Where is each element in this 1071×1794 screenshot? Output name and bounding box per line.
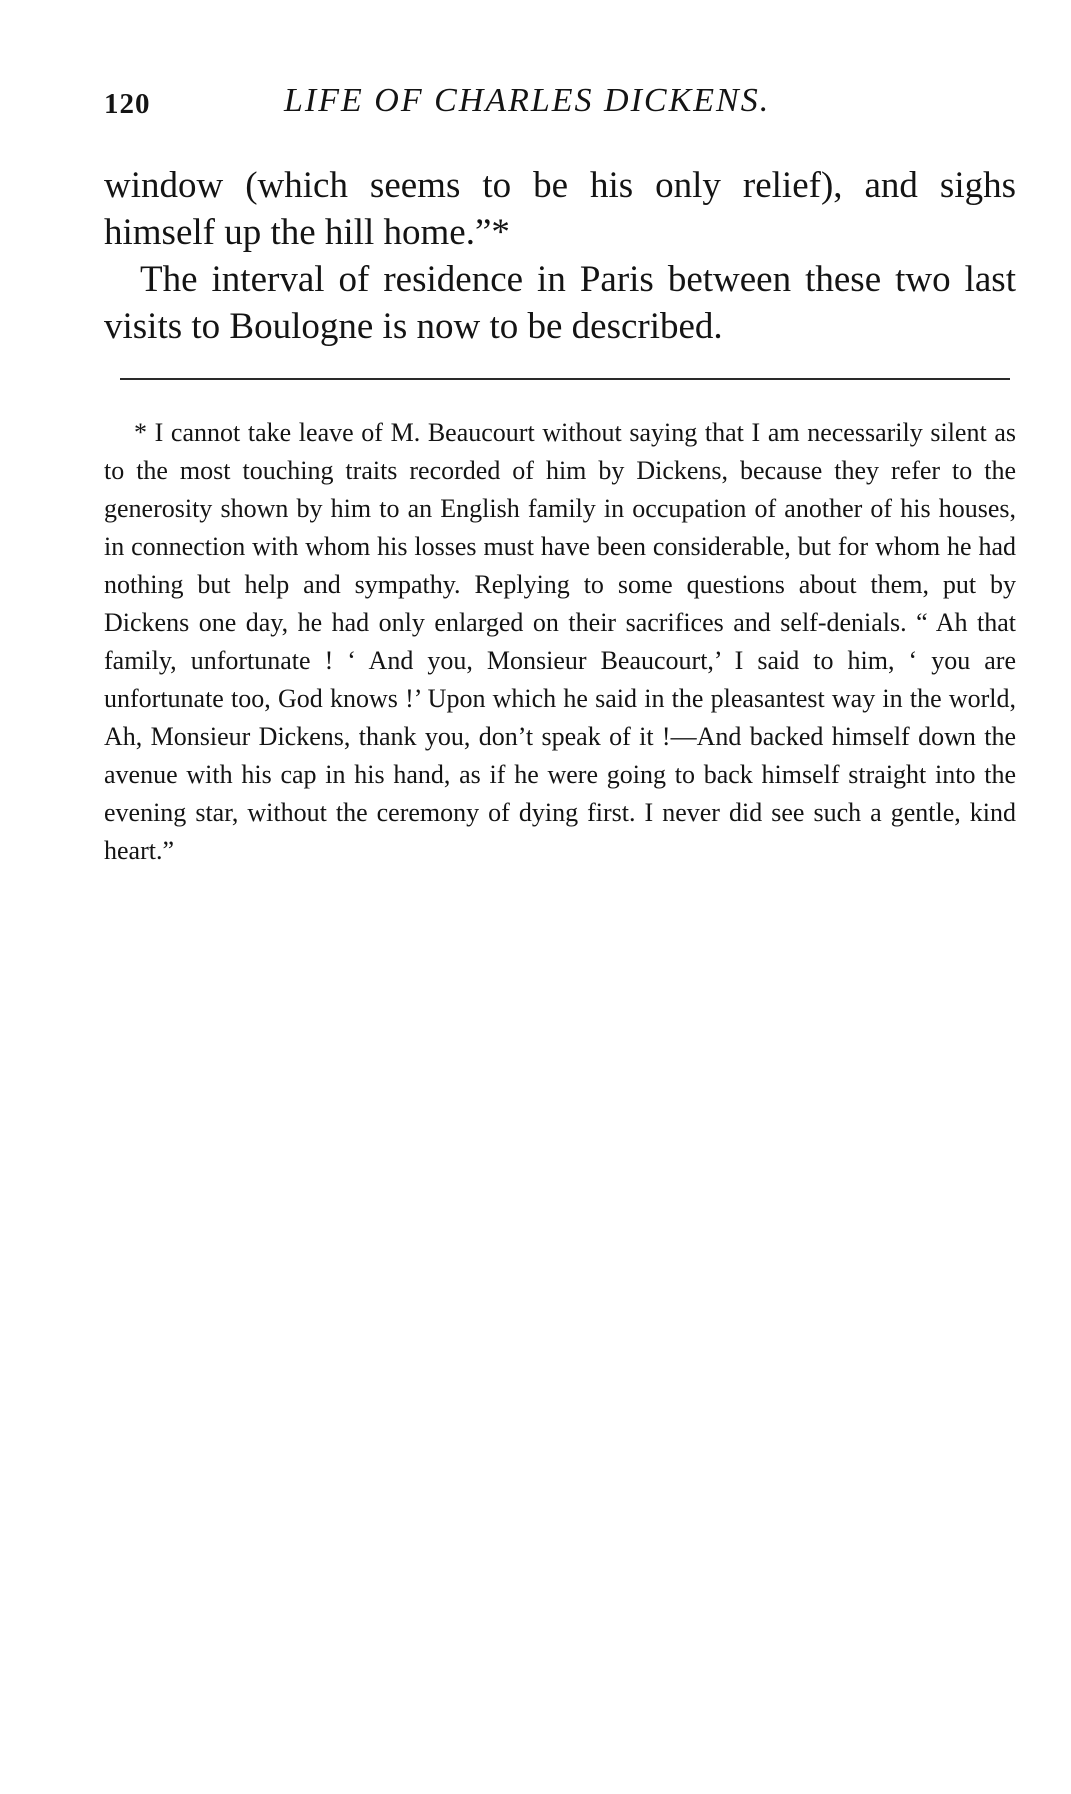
running-title: LIFE OF CHARLES DICKENS. <box>284 82 771 119</box>
footnote <box>104 414 1016 870</box>
main-text <box>104 162 1016 350</box>
paragraph-interval: The interval of residence in Paris between these two last visits to Boulogne is now to be described. <box>104 259 1016 347</box>
paragraph-continuation: window (which seems to be his only relief), and sighs himself up the hill home.”* <box>104 165 1016 253</box>
footnote-divider <box>120 378 1010 380</box>
page-header <box>104 82 1016 126</box>
page-number: 120 <box>104 88 151 120</box>
footnote-text: * I cannot take leave of M. Beaucourt without saying that I am necessarily silent as to the most touching traits recorded of him by Dickens, because they refer to the generosity shown by him to an English family in occupation of another of his houses, in connection with whom his losses must have been considerable, but for whom he had nothing but help and sympathy. Replying to some questions about them, put by Dickens one day, he had only enlarged on their sacrifices and self-denials. “ Ah that family, unfortunate ! ‘ And you, Monsieur Beaucourt,’ I said to him, ‘ you are unfortunate too, God knows !’ Upon which he said in the pleasantest way in the world, Ah, Monsieur Dickens, thank you, don’t speak of it !—And backed himself down the avenue with his cap in his hand, as if he were going to back himself straight into the evening star, without the ceremony of dying first. I never did see such a gentle, kind heart.” <box>104 418 1016 865</box>
